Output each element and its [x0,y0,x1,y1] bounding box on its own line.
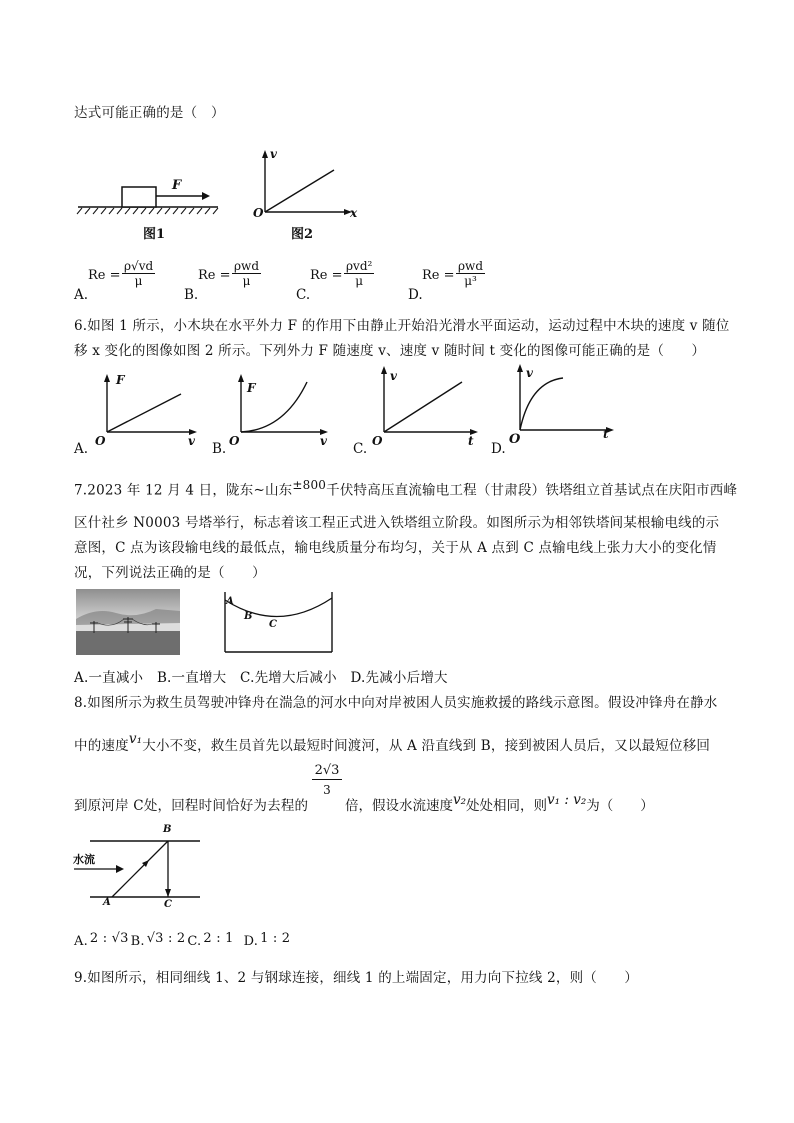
point-b-label: B [244,611,253,622]
q7-line1-part-a: 7.2023 年 12 月 4 日，陇东~山东 [74,482,293,499]
q9-stem-line-1: 9.如图所示，相同细线 1、2 与钢球连接，细线 1 的上端固定，用力向下拉线 2，则（ ） [74,970,639,986]
q6-c-origin: O [372,434,383,448]
formula-numerator: ρvd² [346,259,373,273]
q8-option-b: √3 : 2 [146,931,186,946]
figure-2-caption: 图2 [291,227,314,242]
q8-option-b-letter: B. [130,934,145,949]
point-c-label: C [269,619,277,630]
q8-line3-part-b: 倍，假设水流速度 [345,798,453,814]
q6-stem-line-2: 移 x 变化的图像如图 2 所示。下列外力 F 随速度 v、速度 v 随时间 t 变化的图像可能正确的是（ ） [74,343,706,359]
q7-options: A.一直减小 B.一直增大 C.先增大后减小 D.先减小后增大 [74,670,448,686]
q6-option-d-letter: D. [491,441,506,457]
formula-lhs: Re = [198,268,231,283]
q8-line3-part-d: 为（ ） [586,798,654,814]
q6-option-b-letter: B. [212,441,227,457]
river-point-a: A [103,897,111,908]
formula-lhs: Re = [88,268,121,283]
q6-option-c-letter: C. [353,441,368,457]
q8-line3-part-c: 处处相同，则 [466,798,548,814]
fraction-numerator: 2√3 [312,763,342,780]
q6-graph-a [93,372,198,442]
figure-1-caption: 图1 [143,227,166,242]
q6-option-a-letter: A. [74,441,89,457]
q8-option-a: 2 : √3 [89,931,129,946]
ratio-expression: v₁ : v₂ [547,792,587,808]
q8-stem-line-2 [74,731,711,754]
q7-stem-line-4: 况，下列说法正确的是（ ） [74,565,266,581]
fraction-denominator: 3 [323,783,331,797]
q7-stem-line-1 [74,478,737,499]
q6-c-x-label: t [468,434,474,448]
q8-option-c-letter: C. [187,934,202,949]
power-line-sag-diagram [222,590,338,654]
q6-a-y-label: F [116,373,125,387]
fraction-2sqrt3-over-3 [312,763,342,797]
voltage-value: ±800 [292,478,327,492]
power-line-photo [76,589,180,655]
q8-options [74,931,292,949]
formula-denominator: μ³ [464,274,477,288]
q8-option-c: 2 : 1 [203,931,234,946]
formula-denominator: μ [134,274,143,288]
q7-line1-part-b: 千伏特高压直流输电工程（甘肃段）铁塔组立首基试点在庆阳市西峰 [326,482,738,499]
v1-symbol: v₁ [128,731,143,747]
q6-a-origin: O [95,434,106,448]
q8-option-d: 1 : 2 [260,931,291,946]
formula-numerator: ρ√vd [124,259,154,273]
q8-option-a-letter: A. [74,934,88,949]
formula-denominator: μ [242,274,251,288]
option-letter: B. [184,287,199,303]
option-letter: D. [408,287,423,303]
q6-d-origin: O [509,432,521,447]
formula-lhs: Re = [422,268,455,283]
v2-symbol: v₂ [453,792,467,808]
water-flow-label: 水流 [73,853,95,866]
q6-a-x-label: v [188,434,195,448]
figure-1-block-diagram [74,175,224,255]
question-5-stem-tail: 达式可能正确的是（ ） [74,105,225,121]
point-a-label: A [226,596,234,607]
formula-numerator: ρwd [458,259,484,273]
q6-graph-d [508,362,618,440]
q7-stem-line-3: 意图，C 点为该段输电线的最低点，输电线质量分布均匀，关于从 A 点到 C 点输电线上张力大小的变化情 [74,540,717,556]
q6-d-y-label: v [526,366,533,380]
q8-option-d-letter: D. [243,934,259,949]
q6-b-origin: O [229,434,240,448]
axis-x-label: x [350,206,358,220]
q6-d-x-label: t [603,427,609,441]
q6-stem-line-1: 6.如图 1 所示，小木块在水平外力 F 的作用下由静止开始沿光滑水平面运动，运动过程中木块的速度 v 随位 [74,318,730,334]
formula-denominator: μ [355,274,364,288]
q8-line2-part-b: 大小不变，救生员首先以最短时间渡河，从 A 沿直线到 B，接到被困人员后，又以最短位移回 [142,738,711,754]
q8-stem-line-1: 8.如图所示为救生员驾驶冲锋舟在湍急的河水中向对岸被困人员实施救援的路线示意图。假设冲锋舟在静水 [74,695,718,711]
q6-c-y-label: v [390,369,397,383]
river-point-c: C [164,899,172,910]
q6-b-x-label: v [320,434,327,448]
q6-b-y-label: F [247,381,256,395]
q8-stem-line-3-part-a: 到原河岸 C处，回程时间恰好为去程的 [74,798,309,814]
q8-line2-part-a: 中的速度 [74,738,129,754]
q8-stem-line-3-rest [345,794,654,814]
option-letter: C. [296,287,311,303]
q7-stem-line-2: 区什社乡 N0003 号塔举行，标志着该工程正式进入铁塔组立阶段。如图所示为相邻铁塔间某根输电线的示 [74,515,720,531]
axis-v-label: v [270,147,277,161]
force-label: F [172,178,182,193]
q6-graph-b [229,372,334,442]
formula-numerator: ρwd [234,259,260,273]
q6-graph-c [372,364,482,442]
option-letter: A. [74,287,89,303]
formula-lhs: Re = [310,268,343,283]
origin-label: O [253,206,264,220]
river-point-b: B [163,824,172,835]
